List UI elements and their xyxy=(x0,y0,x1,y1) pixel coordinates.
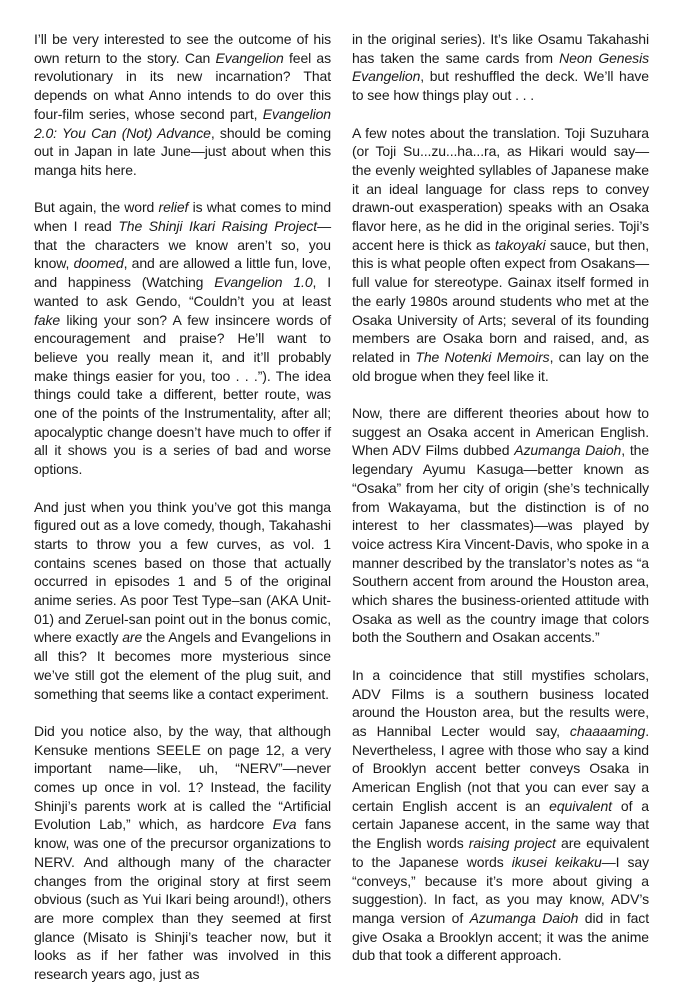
text-run: feel as revolutionary in its new incarnation? That depends on what Anno intends to do over this four-film series, whose second part, xyxy=(34,49,332,122)
text-run: Azumanga Daioh xyxy=(514,442,622,459)
text-run: liking your son? A few insincere words of encouragement and praise? He’ll want to believe you really mean it, and it’ll probably make things easier for you, too . . .”). The idea things could take a different, better route, was one of the points of the Instrumentality, after all; apocalyptic change doesn’t have much to offer if all it shows you is a series of bad and worse options. xyxy=(34,311,331,478)
text-run: But again, the word xyxy=(34,199,159,216)
paragraph xyxy=(34,498,331,704)
text-run: Evangelion xyxy=(215,49,284,66)
paragraph xyxy=(352,666,649,965)
text-run: doomed xyxy=(73,255,124,272)
text-run: are equivalent to the Japanese words xyxy=(352,835,650,870)
text-run: I’ll be very interested to see the outcome of his own return to the story. Can xyxy=(34,31,331,66)
text-run: , should be coming out in Japan in late June—just about when this manga hits here. xyxy=(34,124,332,178)
text-run: , the legendary Ayumu Kasuga—better known as “Osaka” from her city of origin (she’s technically from Wakayama, but the distinction is of no interest to her classmates)—was played by voice actress Kira Vincent-Davis, who spoke in a manner described by the translator’s notes as “a Southern accent from around the Houston area, which shares the business-oriented attitude with Osaka as well as the country image that colors both the Southern and Osakan accents.” xyxy=(352,442,649,646)
text-run: Now, there are different theories about how to suggest an Osaka accent in American English. When ADV Films dubbed xyxy=(352,405,649,459)
text-run: equivalent xyxy=(549,797,612,814)
text-run: . Nevertheless, I agree with those who say a kind of Brooklyn accent better conveys Osaka in American English (not that you can ever say a certain English accent is an xyxy=(352,722,649,814)
text-run: —that the characters we know aren’t so, you know, xyxy=(34,218,331,272)
paragraph xyxy=(352,404,649,647)
text-run: raising project xyxy=(468,835,556,852)
text-column-left xyxy=(34,30,331,991)
text-run: in the original series). It’s like Osamu Takahashi has taken the same cards from xyxy=(352,31,649,66)
text-run: of a certain Japanese accent, in the same way that the English words xyxy=(352,797,649,852)
text-run: Evangelion 2.0: You Can (Not) Advance xyxy=(34,105,331,141)
text-run: sauce, but then, this is what people often expect from Osakans—full value for stereotype. Gainax itself formed in the early 1980s around students who met at the Osaka University of Arts; several of its founding members are Osaka born and raised, and, as related in xyxy=(352,236,649,365)
text-run: , I wanted to ask Gendo, “Couldn’t you at least xyxy=(34,274,331,309)
text-run: Eva xyxy=(272,816,297,833)
text-run: , but reshuffled the deck. We’ll have to see how things play out . . . xyxy=(352,68,649,104)
text-run: fake xyxy=(34,311,61,328)
text-run: relief xyxy=(158,199,189,216)
paragraph xyxy=(352,124,649,386)
text-run: , can lay on the old brogue when they feel like it. xyxy=(352,348,649,384)
text-run: is what comes to mind when I read xyxy=(34,199,332,235)
text-run: the Angels and Evangelions in all this? It becomes more mysterious since we’ve still got the element of the plug suit, and something that seems like a contact experiment. xyxy=(34,629,331,702)
text-run: did in fact give Osaka a Brooklyn accent; it was the anime dub that took a different approach. xyxy=(352,910,649,964)
text-run: And just when you think you’ve got this manga figured out as a love comedy, though, Takahashi starts to throw you a few curves, as vol. 1 contains scenes based on those that actually occurred in episodes 1 and 5 of the original anime series. As poor Test Type–san (AKA Unit-01) and Zeruel-san point out in the bonus comic, where exactly xyxy=(34,498,331,646)
paragraph xyxy=(34,30,331,180)
text-run: are xyxy=(122,629,143,646)
text-run: The Shinji Ikari Raising Project xyxy=(118,218,318,235)
text-run: —I say “conveys,” because it’s more about giving a suggestion). In fact, as you may know, ADV’s manga version of xyxy=(352,853,649,926)
text-run: takoyaki xyxy=(494,236,546,253)
text-run: Azumanga Daioh xyxy=(469,910,579,926)
text-run: Evangelion 1.0 xyxy=(214,274,313,291)
paragraph xyxy=(352,30,649,105)
text-run: ikusei keikaku xyxy=(511,853,602,870)
text-run: A few notes about the translation. Toji Suzuhara (or Toji Su...zu...ha...ra, as Hikari would say—the evenly weighted syllables of Japanese make it an ideal language for class reps to convey drawn-out exasperation) speaks with an Osaka flavor here, as he did in the original series. Toji’s accent here is thick as xyxy=(352,124,649,253)
text-column-right xyxy=(352,30,649,984)
paragraph xyxy=(34,722,331,984)
text-run: fans know, was one of the precursor organizations to NERV. And although many of the character changes from the original story at first seem obvious (such as Yui Ikari being around!), others are more complex than they seemed at first glance (Misato is Shinji’s teacher now, but it looks as if her father was involved in this research years ago, just as xyxy=(34,816,331,983)
text-run: In a coincidence that still mystifies scholars, ADV Films is a southern business located around the Houston area, but the results were, as Hannibal Lecter would say, xyxy=(352,666,649,739)
text-run: , and are allowed a little fun, love, and happiness (Watching xyxy=(34,255,332,291)
paragraph xyxy=(34,198,331,479)
text-run: Neon Genesis Evangelion xyxy=(352,49,649,85)
text-run: The Notenki Memoirs xyxy=(415,348,550,365)
text-run: chaaaaming xyxy=(569,722,646,739)
text-run: Did you notice also, by the way, that although Kensuke mentions SEELE on page 12, a very important name—like, uh, “NERV”—never comes up once in vol. 1? Instead, the facility Shinji’s parents work at is called the “Artificial Evolution Lab,” which, as hardcore xyxy=(34,722,331,833)
